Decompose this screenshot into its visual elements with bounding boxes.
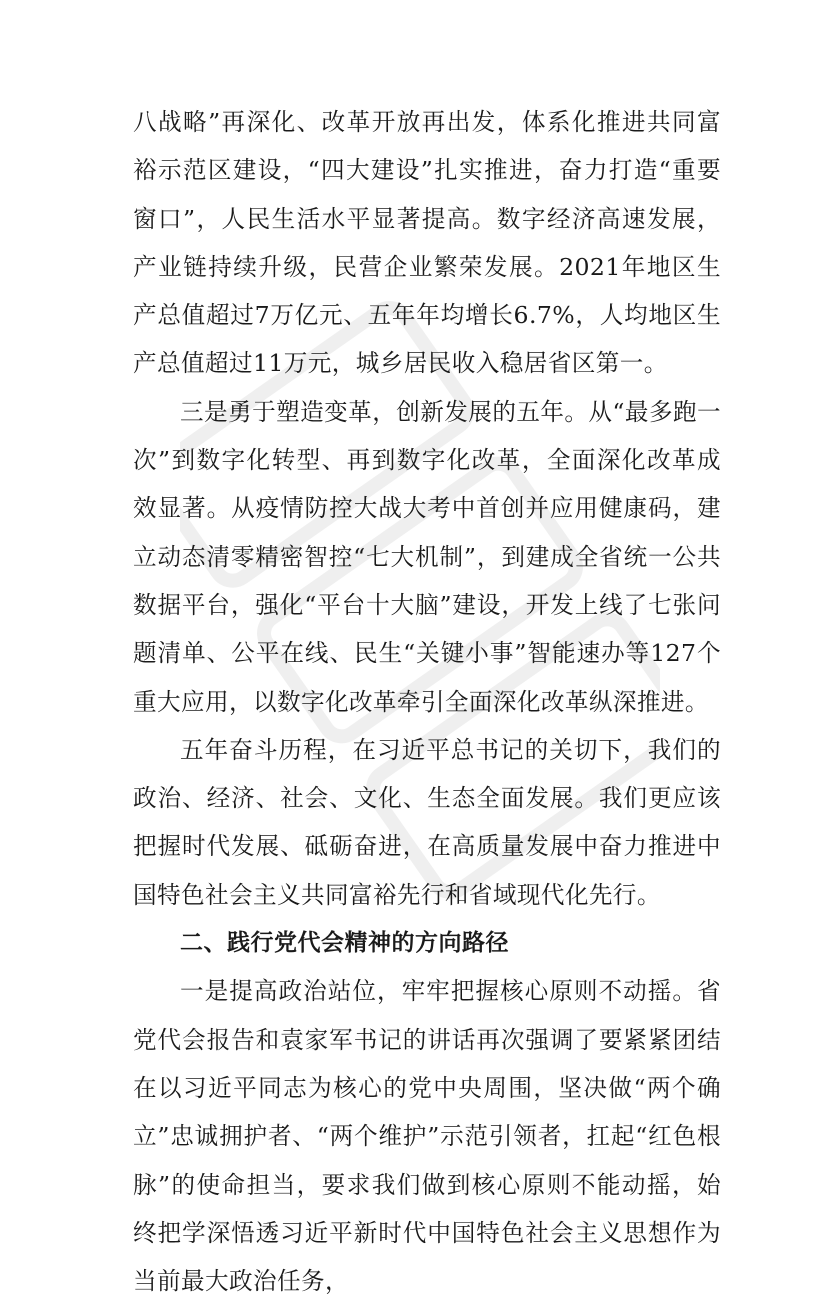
document-body <box>133 98 721 1305</box>
paragraph-2: 三是勇于塑造变革，创新发展的五年。从“最多跑一次”到数字化转型、再到数字化改革，全面深化改革成效显著。从疫情防控大战大考中首创并应用健康码，建立动态清零精密智控“七大机制”，到建成全省统一公共数据平台，强化“平台十大脑”建设，开发上线了七张问题清单、公平在线、民生“关键小事”智能速办等127个重大应用，以数字化改革牵引全面深化改革纵深推进。 <box>133 397 721 716</box>
paragraph-4: 一是提高政治站位，牢牢把握核心原则不动摇。省党代会报告和袁家军书记的讲话再次强调了要紧紧团结在以习近平同志为核心的党中央周围，坚决做“两个确立”忠诚拥护者、“两个维护”示范引领者，扛起“红色根脉”的使命担当，要求我们做到核心原则不能动摇，始终把学深悟透习近平新时代中国特色社会主义思想作为当前最大政治任务， <box>133 977 721 1296</box>
paragraph-1: 八战略”再深化、改革开放再出发，体系化推进共同富裕示范区建设，“四大建设”扎实推进，奋力打造“重要窗口”，人民生活水平显著提高。数字经济高速发展，产业链持续升级，民营企业繁荣发展。2021年地区生产总值超过7万亿元、五年年均增长6.7%，人均地区生产总值超过11万元，城乡居民收入稳居省区第一。 <box>133 108 721 378</box>
paragraph-3: 五年奋斗历程，在习近平总书记的关切下，我们的政治、经济、社会、文化、生态全面发展。我们更应该把握时代发展、砥砺奋进，在高质量发展中奋力推进中国特色社会主义共同富裕先行和省域现代化先行。 <box>133 735 721 909</box>
section-heading: 二、践行党代会精神的方向路径 <box>180 930 509 957</box>
